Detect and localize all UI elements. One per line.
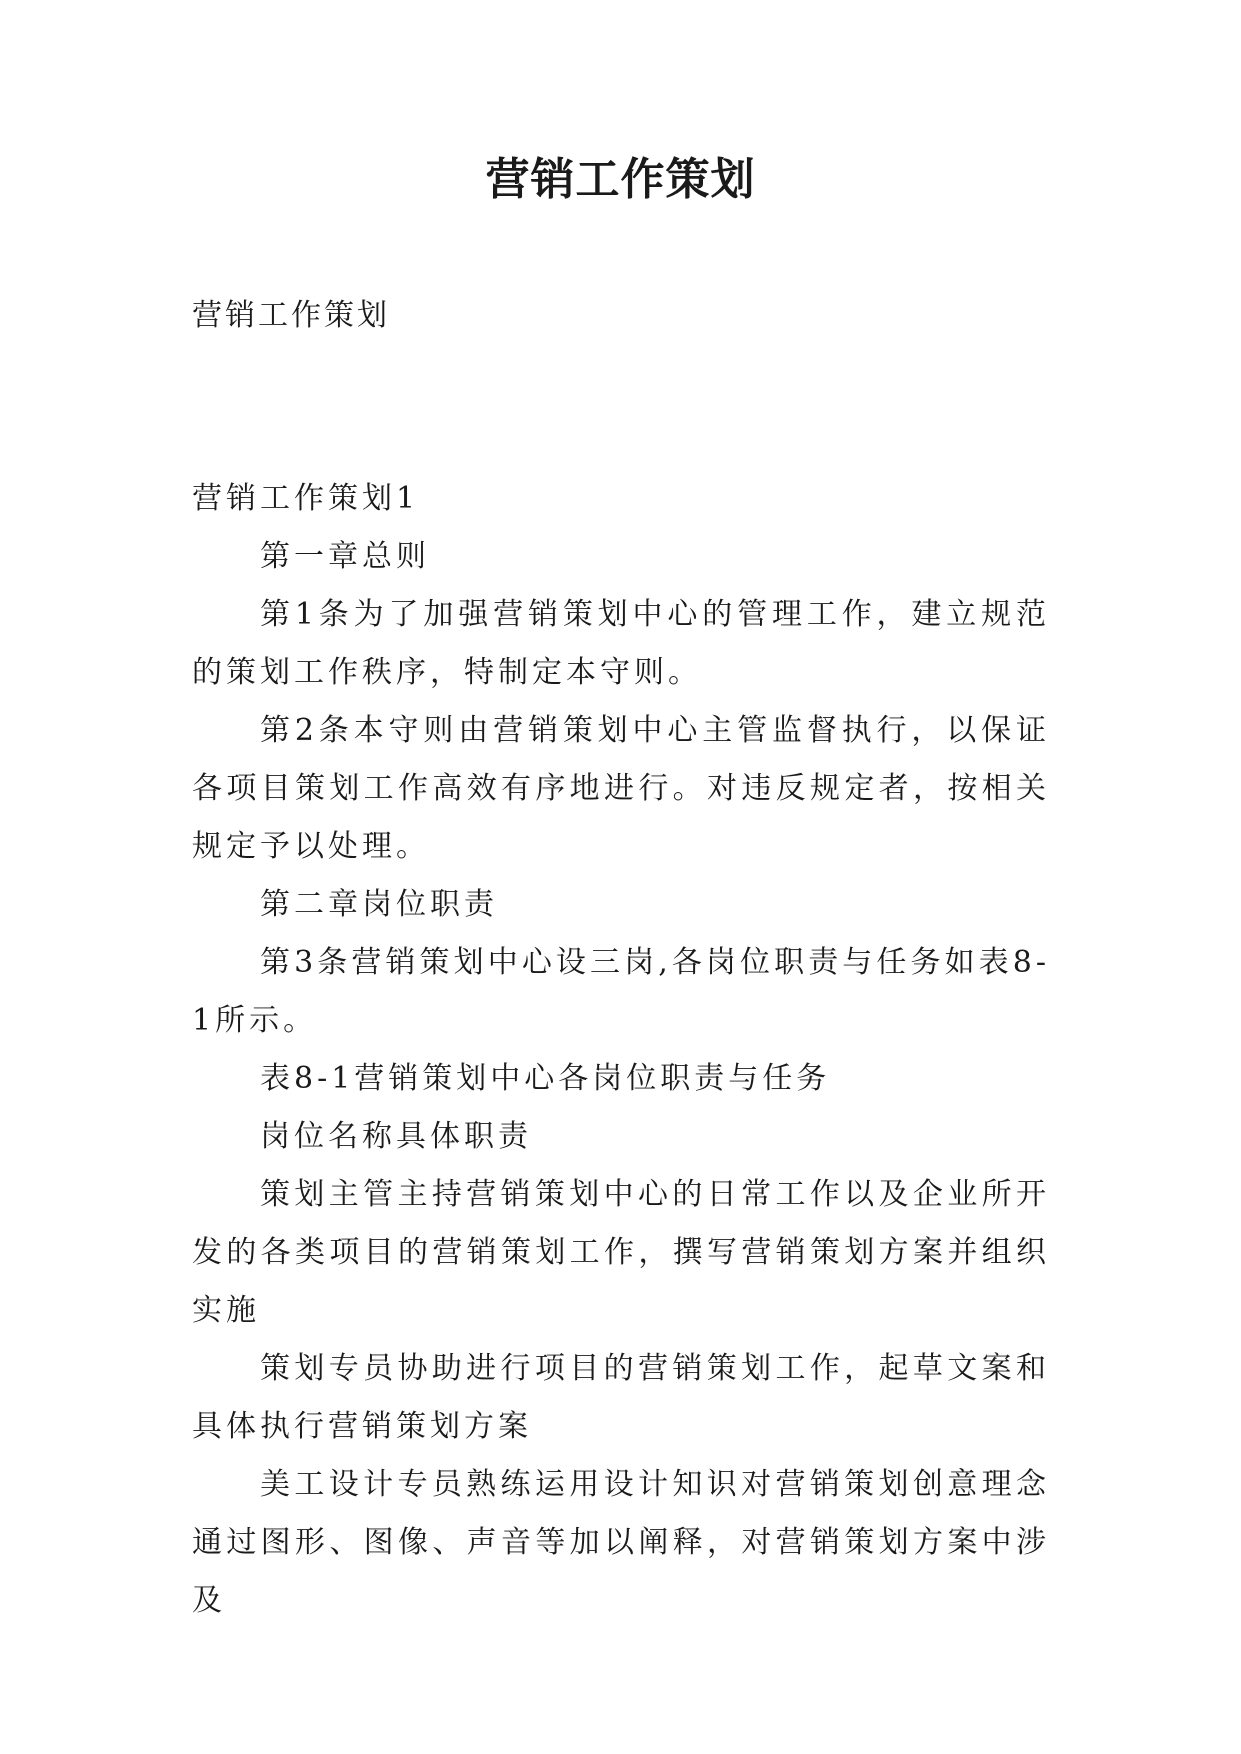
paragraph: 营销工作策划1 — [192, 481, 420, 516]
document-title: 营销工作策划 — [485, 154, 756, 205]
chapter-heading: 第二章岗位职责 — [260, 887, 498, 922]
paragraph: 第1条为了加强营销策划中心的管理工作，建立规范的策划工作秩序，特制定本守则。 — [192, 597, 1050, 690]
paragraph: 第3条营销策划中心设三岗,各岗位职责与任务如表8-1所示。 — [192, 945, 1050, 1038]
paragraph: 第2条本守则由营销策划中心主管监督执行，以保证各项目策划工作高效有序地进行。对违反规定者，按相关规定予以处理。 — [192, 713, 1050, 864]
table-header: 岗位名称具体职责 — [260, 1119, 532, 1154]
paragraph: 策划专员协助进行项目的营销策划工作，起草文案和具体执行营销策划方案 — [192, 1351, 1050, 1444]
chapter-heading: 第一章总则 — [260, 539, 430, 574]
document-body — [192, 470, 1050, 1630]
document-subtitle: 营销工作策划 — [192, 298, 390, 333]
paragraph: 策划主管主持营销策划中心的日常工作以及企业所开发的各类项目的营销策划工作，撰写营销策划方案并组织实施 — [192, 1177, 1050, 1328]
table-caption: 表8-1营销策划中心各岗位职责与任务 — [260, 1061, 831, 1096]
paragraph: 美工设计专员熟练运用设计知识对营销策划创意理念通过图形、图像、声音等加以阐释，对营销策划方案中涉及 — [192, 1467, 1050, 1618]
